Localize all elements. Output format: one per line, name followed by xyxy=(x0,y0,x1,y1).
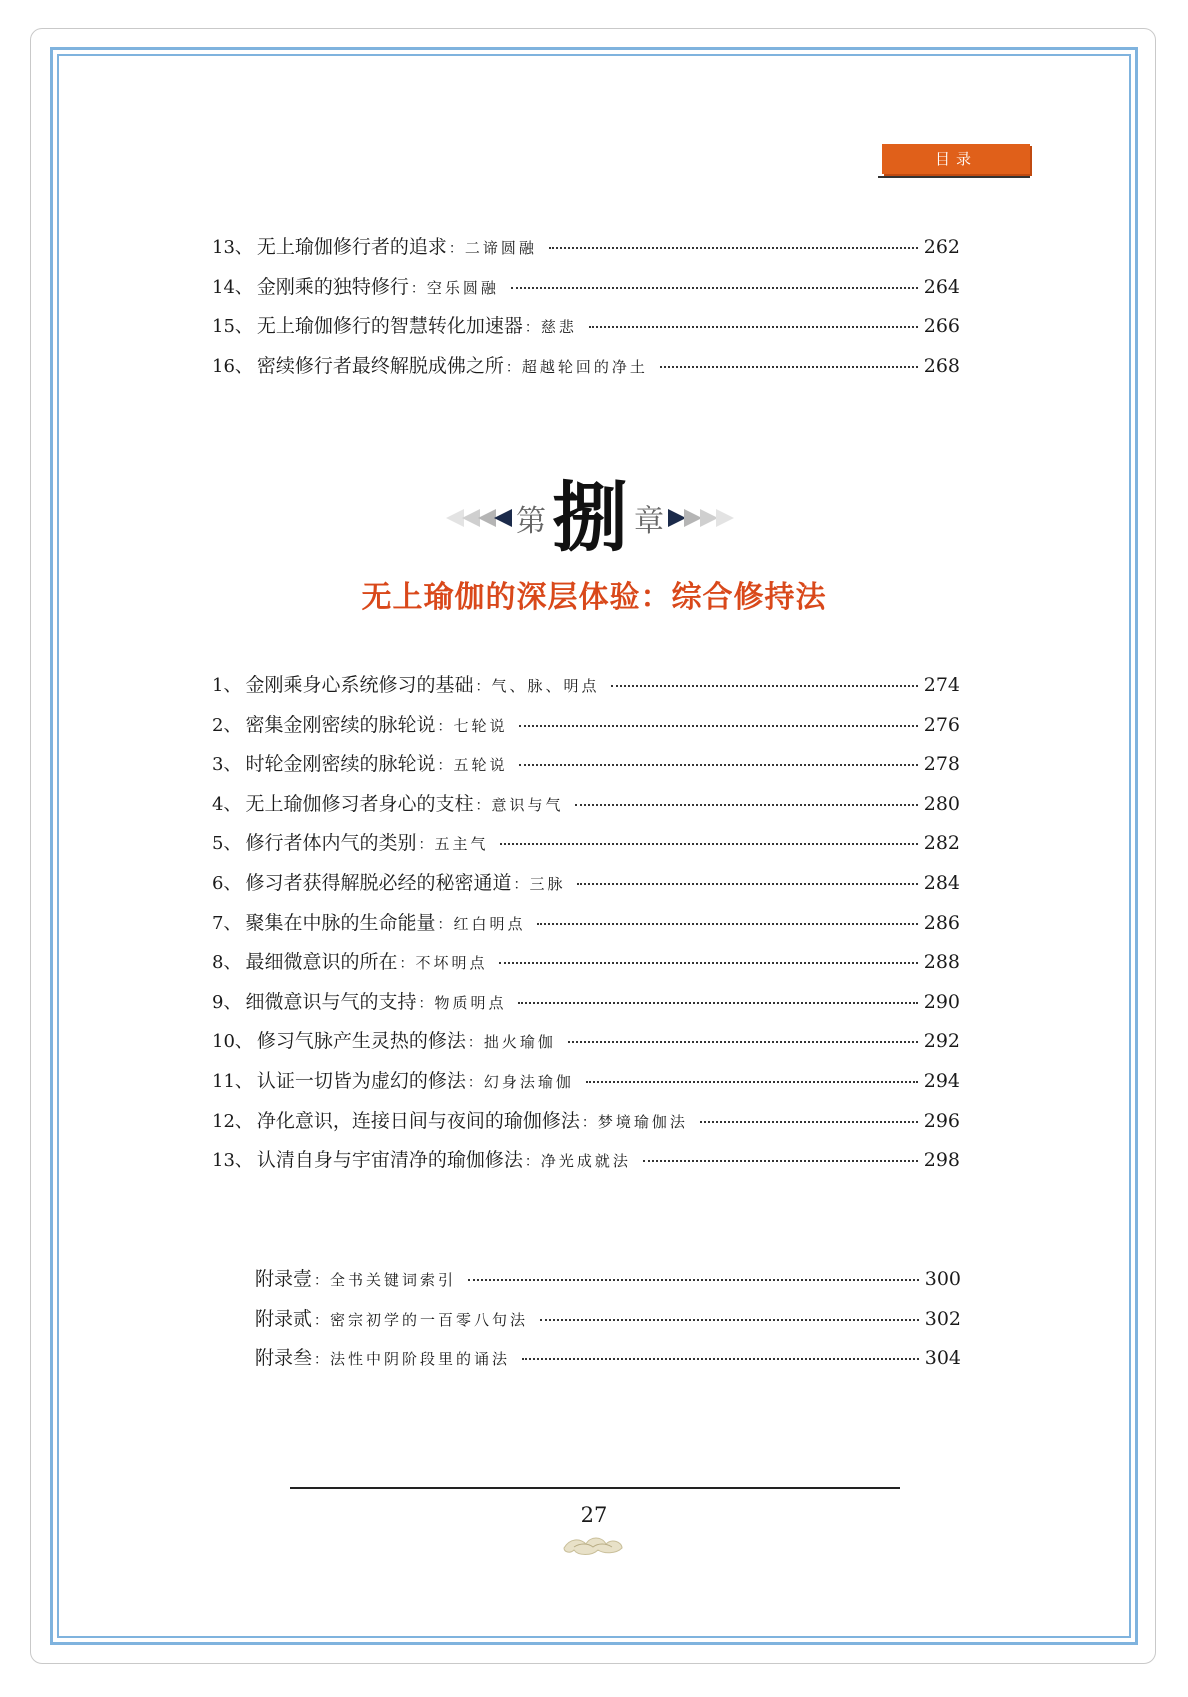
dot-leader xyxy=(586,1081,918,1083)
entry-title: 聚集在中脉的生命能量 xyxy=(245,911,436,934)
entry-number: 15、 xyxy=(212,316,253,338)
toc-top-list xyxy=(212,232,960,390)
entry-title: 密续修行者最终解脱成佛之所 xyxy=(256,354,504,377)
toc-entry[interactable] xyxy=(212,868,960,908)
entry-title: 时轮金刚密续的脉轮说 xyxy=(245,753,436,776)
toc-entry[interactable] xyxy=(212,908,960,948)
entry-colon: ： xyxy=(314,1273,329,1289)
entry-number: 2、 xyxy=(212,714,242,736)
dot-leader xyxy=(522,1358,919,1360)
entry-page: 278 xyxy=(923,753,960,776)
left-arrows-icon xyxy=(446,509,510,527)
entry-subtitle: 空乐圆融 xyxy=(426,278,499,297)
entry-colon: ： xyxy=(475,679,490,695)
entry-page: 292 xyxy=(923,1030,960,1053)
entry-colon: ： xyxy=(467,1074,482,1091)
toc-entry[interactable] xyxy=(212,1145,960,1185)
entry-colon: ： xyxy=(524,320,539,337)
entry-page: 286 xyxy=(923,911,960,934)
entry-title: 细微意识与气的支持 xyxy=(245,990,417,1013)
entry-subtitle: 密宗初学的一百零八句法 xyxy=(330,1310,529,1329)
entry-colon: ： xyxy=(437,916,452,933)
toc-entry[interactable] xyxy=(212,351,960,391)
entry-page: 282 xyxy=(923,832,960,855)
entry-number: 4、 xyxy=(212,793,242,815)
entry-subtitle: 二谛圆融 xyxy=(464,239,537,257)
entry-number: 5、 xyxy=(212,833,242,855)
dot-leader xyxy=(568,1041,918,1043)
entry-title: 附录贰 xyxy=(255,1307,313,1330)
entry-page: 302 xyxy=(924,1307,961,1330)
toc-entry[interactable] xyxy=(212,1106,960,1146)
toc-entry[interactable] xyxy=(212,1066,960,1106)
entry-page: 300 xyxy=(924,1268,961,1290)
page-number: 27 xyxy=(580,1503,608,1527)
entry-subtitle: 梦境瑜伽法 xyxy=(597,1112,688,1131)
chapter-title: 无上瑜伽的深层体验：综合修持法 xyxy=(361,580,827,615)
entry-page: 294 xyxy=(923,1069,960,1092)
entry-title: 修习者获得解脱必经的秘密通道 xyxy=(245,871,512,894)
entry-subtitle: 净光成就法 xyxy=(540,1152,631,1171)
entry-title: 最细微意识的所在 xyxy=(245,951,398,974)
entry-number: 1、 xyxy=(212,675,242,696)
entry-subtitle: 不坏明点 xyxy=(415,954,488,973)
entry-title: 无上瑜伽修行的智慧转化加速器 xyxy=(256,315,523,338)
dot-leader xyxy=(519,764,917,766)
entry-number: 9、 xyxy=(212,991,242,1013)
entry-title: 密集金刚密续的脉轮说 xyxy=(245,713,436,736)
dot-leader xyxy=(643,1160,918,1162)
entry-subtitle: 三脉 xyxy=(529,874,566,893)
entry-page: 266 xyxy=(923,315,960,338)
entry-title: 认清自身与宇宙清净的瑜伽修法 xyxy=(256,1149,523,1172)
entry-number: 7、 xyxy=(212,912,242,934)
entry-title: 修习气脉产生灵热的修法 xyxy=(256,1030,466,1053)
entry-number: 16、 xyxy=(212,355,253,377)
entry-title: 认证一切皆为虚幻的修法 xyxy=(256,1069,466,1092)
entry-colon: ： xyxy=(475,797,490,814)
entry-page: 276 xyxy=(923,713,960,736)
entry-colon: ： xyxy=(467,1035,482,1052)
toc-entry[interactable] xyxy=(255,1304,961,1344)
dot-leader xyxy=(537,923,917,925)
entry-subtitle: 物质明点 xyxy=(434,993,507,1012)
entry-subtitle: 五主气 xyxy=(434,835,489,854)
entry-subtitle: 七轮说 xyxy=(453,716,508,735)
entry-colon: ： xyxy=(581,1114,596,1131)
entry-title: 无上瑜伽修习者身心的支柱 xyxy=(245,792,474,815)
entry-page: 290 xyxy=(923,990,960,1013)
toc-entry[interactable] xyxy=(212,311,960,351)
dot-leader xyxy=(518,1002,917,1004)
entry-title: 无上瑜伽修行者的追求 xyxy=(256,236,447,258)
entry-page: 288 xyxy=(923,951,960,974)
toc-entry[interactable] xyxy=(212,987,960,1027)
entry-number: 12、 xyxy=(212,1110,253,1132)
appendix-list xyxy=(255,1264,961,1383)
entry-colon: ： xyxy=(314,1312,329,1329)
entry-title: 修行者体内气的类别 xyxy=(245,832,417,855)
entry-title: 金刚乘身心系统修习的基础 xyxy=(245,674,474,696)
entry-subtitle: 法性中阴阶段里的诵法 xyxy=(330,1350,511,1369)
dot-leader xyxy=(611,685,917,687)
toc-entry[interactable] xyxy=(212,828,960,868)
dot-leader xyxy=(540,1319,919,1321)
entry-page: 304 xyxy=(924,1347,961,1370)
dot-leader xyxy=(500,843,917,845)
entry-subtitle: 幻身法瑜伽 xyxy=(483,1072,574,1091)
entry-colon: ： xyxy=(505,359,520,376)
entry-page: 268 xyxy=(923,354,960,377)
toc-entry[interactable] xyxy=(212,710,960,750)
section-badge: 目录 xyxy=(882,144,1030,174)
dot-leader xyxy=(589,326,918,328)
entry-number: 11、 xyxy=(212,1070,253,1092)
toc-entry[interactable] xyxy=(212,670,960,710)
entry-title: 附录壹 xyxy=(255,1268,313,1290)
toc-entry[interactable] xyxy=(212,749,960,789)
toc-entry[interactable] xyxy=(255,1264,961,1304)
toc-entry[interactable] xyxy=(212,272,960,312)
entry-number: 8、 xyxy=(212,952,242,974)
entry-colon: ： xyxy=(524,1154,539,1171)
dot-leader xyxy=(575,804,917,806)
dot-leader xyxy=(577,883,917,885)
entry-subtitle: 全书关键词索引 xyxy=(330,1271,457,1289)
entry-colon: ： xyxy=(513,876,528,893)
badge-underline xyxy=(878,176,1030,178)
entry-page: 262 xyxy=(923,236,960,258)
dot-leader xyxy=(468,1279,919,1281)
entry-subtitle: 气、脉、明点 xyxy=(491,677,600,695)
chapter-number: 捌 xyxy=(552,473,628,562)
entry-number: 13、 xyxy=(212,237,253,258)
entry-colon: ： xyxy=(418,995,433,1012)
entry-page: 280 xyxy=(923,792,960,815)
entry-colon: ： xyxy=(399,956,414,973)
entry-page: 296 xyxy=(923,1109,960,1132)
toc-entry[interactable] xyxy=(212,947,960,987)
entry-page: 274 xyxy=(923,674,960,696)
entry-subtitle: 慈悲 xyxy=(540,318,577,337)
entry-subtitle: 超越轮回的净土 xyxy=(521,357,648,376)
toc-entry[interactable] xyxy=(255,1343,961,1383)
entry-page: 298 xyxy=(923,1149,960,1172)
entry-colon: ： xyxy=(437,758,452,775)
chapter-heading xyxy=(430,473,750,562)
cloud-ornament-icon xyxy=(560,1532,626,1558)
chapter-suffix: 章 xyxy=(634,504,664,539)
toc-entry[interactable] xyxy=(212,232,960,272)
entry-title: 净化意识，连接日间与夜间的瑜伽修法 xyxy=(256,1109,580,1132)
entry-colon: ： xyxy=(410,280,425,297)
entry-number: 6、 xyxy=(212,872,242,894)
entry-subtitle: 红白明点 xyxy=(453,914,526,933)
entry-page: 284 xyxy=(923,871,960,894)
entry-title: 附录叁 xyxy=(255,1347,313,1370)
toc-main-list xyxy=(212,670,960,1185)
entry-colon: ： xyxy=(437,718,452,735)
dot-leader xyxy=(549,247,918,249)
dot-leader xyxy=(700,1121,918,1123)
entry-number: 3、 xyxy=(212,754,242,776)
entry-number: 10、 xyxy=(212,1031,253,1053)
toc-entry[interactable] xyxy=(212,1026,960,1066)
entry-subtitle: 意识与气 xyxy=(491,795,564,814)
entry-subtitle: 五轮说 xyxy=(453,756,508,775)
entry-colon: ： xyxy=(418,837,433,854)
entry-page: 264 xyxy=(923,275,960,298)
footer-rule xyxy=(290,1487,900,1489)
entry-number: 13、 xyxy=(212,1150,253,1172)
entry-subtitle: 拙火瑜伽 xyxy=(483,1033,556,1052)
dot-leader xyxy=(499,962,917,964)
dot-leader xyxy=(519,725,917,727)
entry-title: 金刚乘的独特修行 xyxy=(256,275,409,298)
dot-leader xyxy=(511,287,918,289)
entry-colon: ： xyxy=(448,241,463,257)
right-arrows-icon xyxy=(670,509,734,527)
toc-entry[interactable] xyxy=(212,789,960,829)
entry-number: 14、 xyxy=(212,276,253,298)
entry-colon: ： xyxy=(314,1352,329,1369)
chapter-prefix: 第 xyxy=(516,504,546,539)
dot-leader xyxy=(660,366,918,368)
